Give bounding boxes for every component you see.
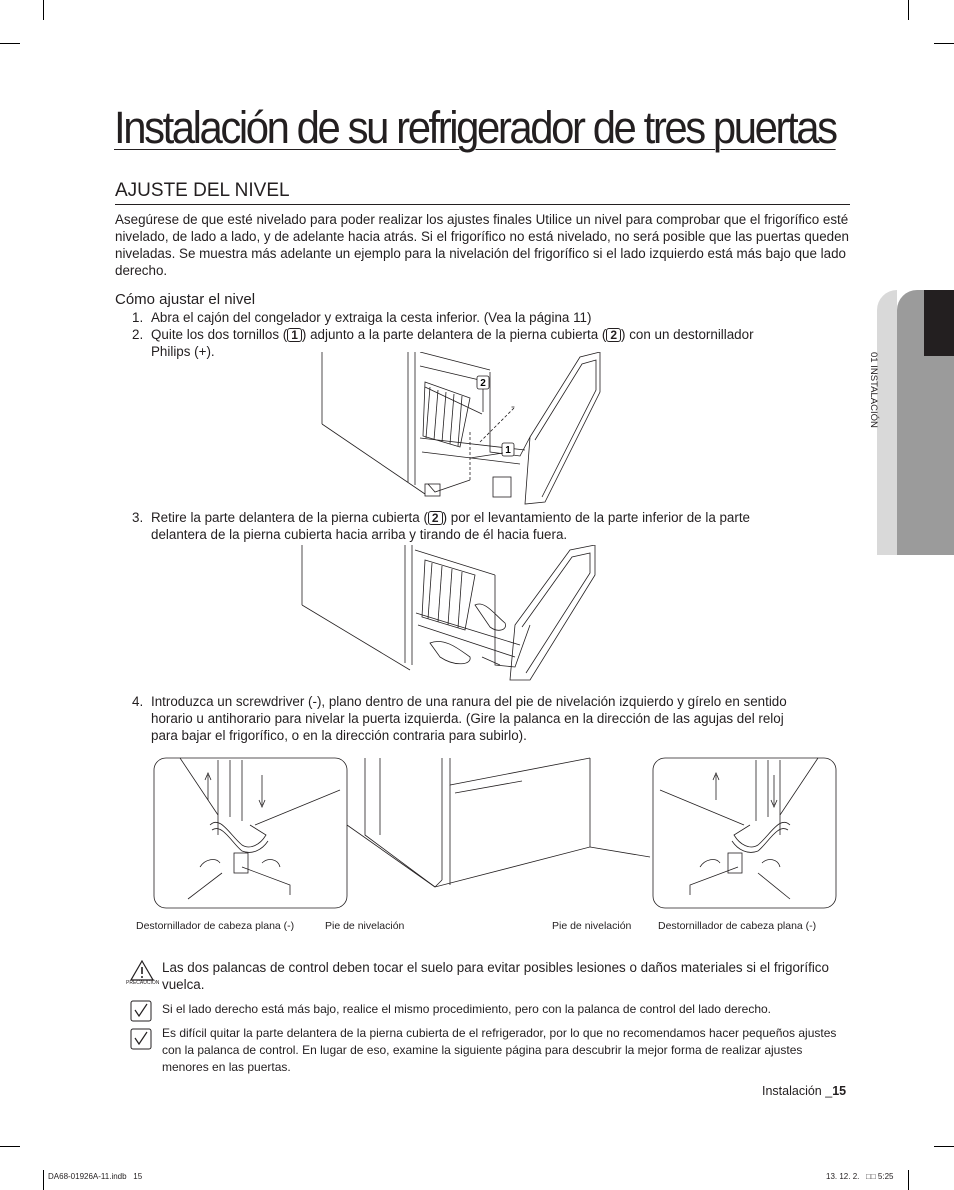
side-tab xyxy=(868,290,954,555)
step-1 xyxy=(132,309,852,326)
caption-right-screwdriver: Destornillador de cabeza plana (-) xyxy=(658,920,817,932)
step-text: ) por el levantamiento de la parte inferior de la parte xyxy=(442,510,751,525)
step-text: delantera de la pierna cubierta hacia arriba y tirando de él hacia fuera. xyxy=(151,527,568,542)
caution-text: Las dos palancas de control deben tocar el suelo para evitar posibles lesiones o daños materiales si el frigorífico vuelca. xyxy=(162,960,829,992)
file-info: DA68-01926A-11.indb 15 xyxy=(48,1172,143,1181)
subsection-heading: Cómo ajustar el nivel xyxy=(115,291,256,308)
figure-remove-screws xyxy=(320,352,610,512)
step-number: 4. xyxy=(132,694,144,709)
figure-remove-leg-cover xyxy=(300,545,610,685)
page-number: 15 xyxy=(832,1084,847,1098)
step-text: Quite los dos tornillos ( xyxy=(151,327,288,342)
crop-mark xyxy=(0,1146,20,1147)
step-text: ) adjunto a la parte delantera de la pierna cubierta ( xyxy=(301,327,607,342)
step-text: ) con un destornillador xyxy=(621,327,754,342)
step-number: 2. xyxy=(132,327,144,342)
section-rule xyxy=(115,204,850,205)
step-text: Abra el cajón del congelador y extraiga la cesta inferior. (Vea la página 11) xyxy=(151,310,592,325)
step-number: 1. xyxy=(132,310,144,325)
step-4 xyxy=(132,693,852,744)
callout-box: 2 xyxy=(428,511,443,525)
callout-box: 1 xyxy=(287,328,302,342)
note-text-2: Es difícil quitar la parte delantera de la pierna cubierta de el refrigerador, por lo que no recomendamos hacer pequeños ajustes con la palanca de control. En lugar de eso, examine la siguiente página para descubrir la mejor forma de realizar ajustes menores en las puertas. xyxy=(162,1026,837,1074)
figure-leveling-feet xyxy=(150,755,840,915)
page-title: Instalación de su refrigerador de tres puertas xyxy=(114,102,836,153)
caution-label: PRECAUCIÓN xyxy=(126,980,160,986)
section-heading: AJUSTE DEL NIVEL xyxy=(115,180,290,201)
print-date: 13. 12. 2. □□ 5:25 xyxy=(826,1172,894,1181)
caption-left-screwdriver: Destornillador de cabeza plana (-) xyxy=(136,920,295,932)
side-tab-label: 01 INSTALACIÓN xyxy=(868,352,879,428)
note-text-1: Si el lado derecho está más bajo, realice el mismo procedimiento, pero con la palanca de control del lado derecho. xyxy=(162,1002,772,1016)
caution-icon xyxy=(130,960,154,982)
crop-mark xyxy=(43,1170,44,1190)
step-text: Introduzca un screwdriver (-), plano dentro de una ranura del pie de nivelación izquierdo y gírelo en sentido xyxy=(151,694,787,709)
callout-box: 2 xyxy=(606,328,621,342)
step-text: Retire la parte delantera de la pierna cubierta ( xyxy=(151,510,428,525)
intro-paragraph: Asegúrese de que esté nivelado para poder realizar los ajustes finales Utilice un nivel para comprobar que el frigorífico esté nivelado, de lado a lado, y de adelante hacia atrás. Si el frigorífico no está nivelado, no será posible que las puertas queden niveladas. Se muestra más adelante un ejemplo para la nivelación del frigorífico si el lado izquierdo está más bajo que lado derecho. xyxy=(115,212,850,278)
step-text: para bajar el frigorífico, o en la dirección contraria para subirlo). xyxy=(151,728,527,743)
crop-mark xyxy=(908,0,909,20)
step-text: Philips (+). xyxy=(151,344,215,359)
side-tab-shadow xyxy=(877,290,897,555)
crop-mark xyxy=(934,1146,954,1147)
caption-right-foot: Pie de nivelación xyxy=(552,920,632,932)
figure-callout-2: 2 xyxy=(480,378,486,389)
page-footer xyxy=(762,1084,846,1098)
crop-mark xyxy=(0,43,20,44)
figure-callout-1: 1 xyxy=(505,445,511,456)
caption-left-foot: Pie de nivelación xyxy=(325,920,405,932)
note-icon xyxy=(130,1000,152,1022)
crop-mark xyxy=(934,43,954,44)
crop-mark xyxy=(43,0,44,20)
footer-section: Instalación _ xyxy=(762,1084,833,1098)
note-icon xyxy=(130,1028,152,1050)
step-text: horario u antihorario para nivelar la puerta izquierda. (Gire la palanca en la dirección de las agujas del reloj xyxy=(151,711,784,726)
step-number: 3. xyxy=(132,510,144,525)
crop-mark xyxy=(908,1170,909,1190)
step-3 xyxy=(132,509,852,543)
side-tab-marker xyxy=(924,290,954,356)
